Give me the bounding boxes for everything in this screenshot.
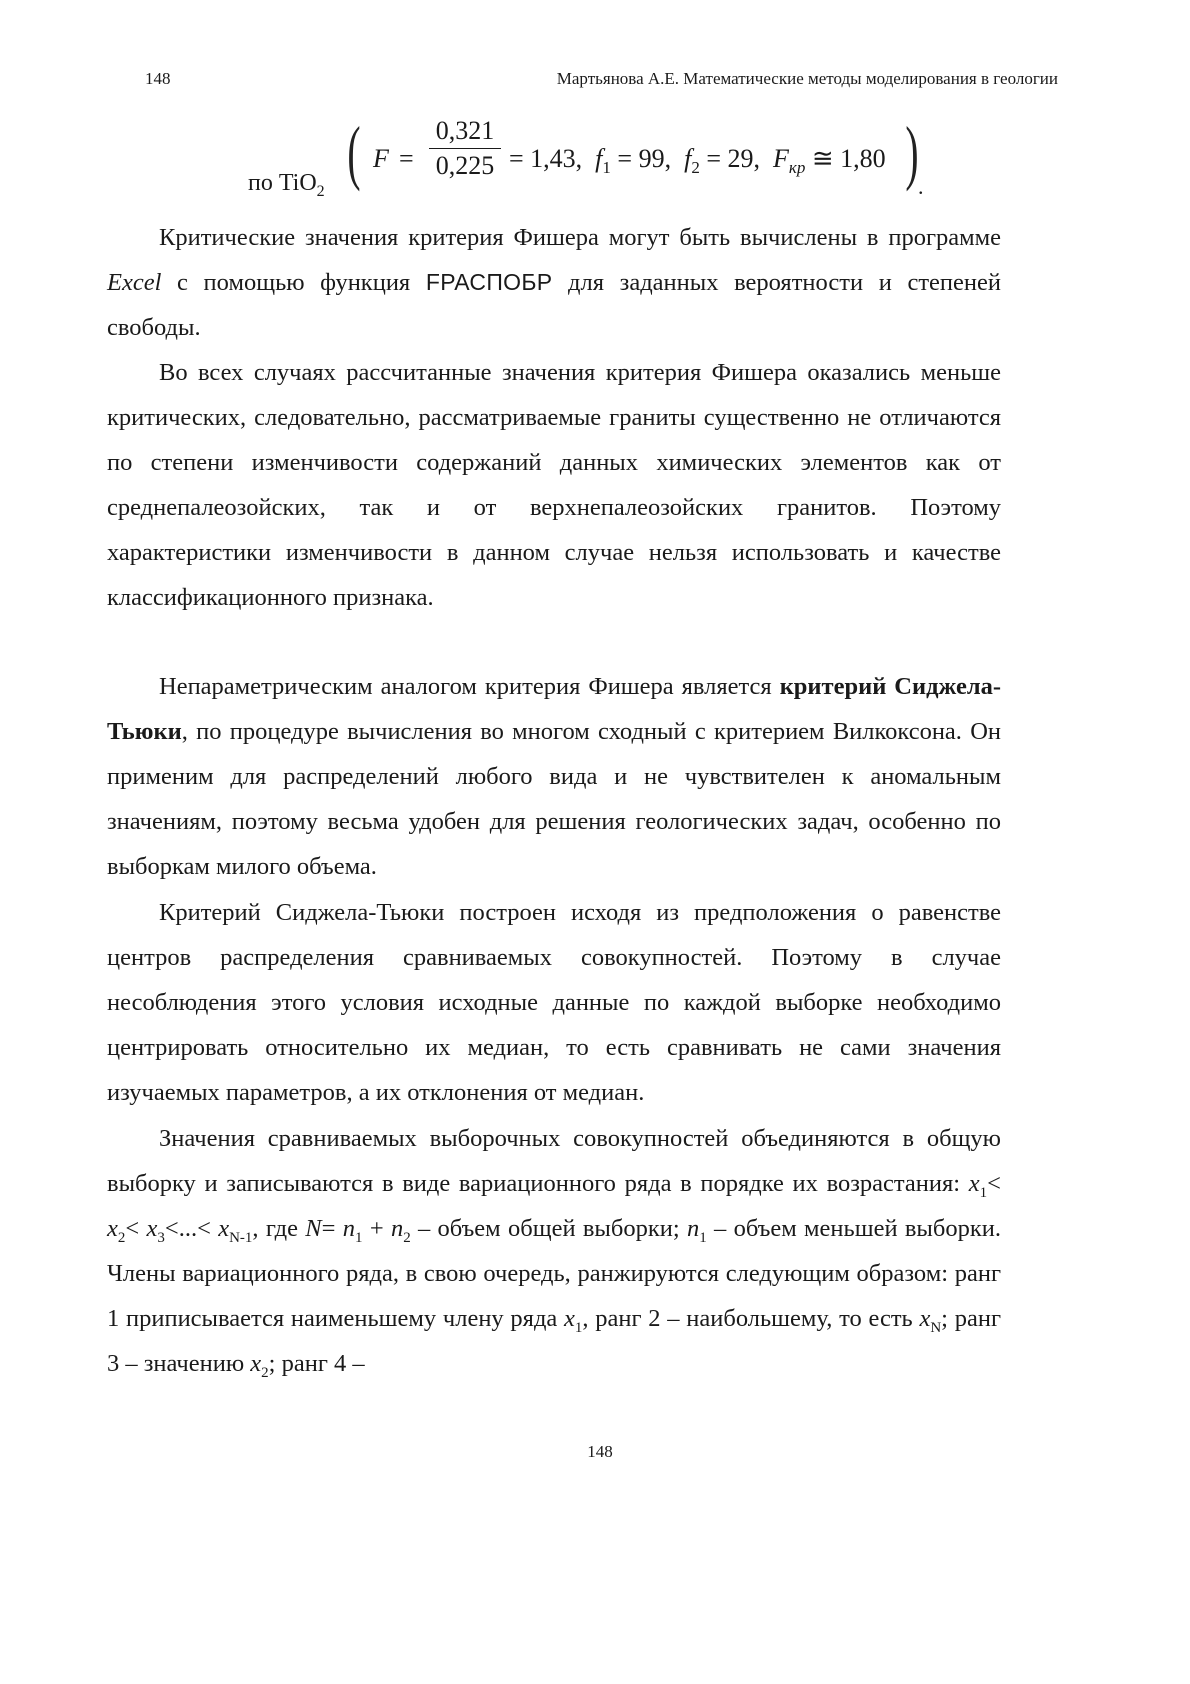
formula-values: = 1,43, $f_1 = 99$, $f_2 = 29$, $F_{кр}$ ≅ 1,80 [509, 144, 886, 178]
formula-label: по TiO$_2$ [248, 170, 325, 200]
running-title: Мартьянова А.Е. Математические методы моделирования в геологии [556, 69, 1058, 88]
paragraph-siegel-tukey-intro: Непараметрическим аналогом критерия Фишера является критерий Сиджела-Тьюки, по процедуре вычисления во многом сходный с критерием Вилкоксона. Он применим для распределений любого вида и не чувствителен к аномальным значениям, поэтому весьма удобен для решения геологических задач, особенно по выборкам милого объема. [107, 673, 1001, 880]
formula-equals: = [399, 144, 414, 173]
paragraph-critical-values: Критические значения критерия Фишера могут быть вычислены в программе Excel с помощью функция FРАСПОБР для заданных вероятности и степеней свободы. [107, 224, 1001, 341]
fisher-formula-tio2 [248, 108, 938, 198]
formula-F: F [373, 144, 389, 173]
paragraph-conclusion: Во всех случаях рассчитанные значения критерия Фишера оказались меньше критических, следовательно, рассматриваемые граниты существенно не отличаются по степени изменчивости содержаний данных химических элементов как от среднепалеозойских, так и от верхнепалеозойских гранитов. Поэтому характеристики изменчивости в данном случае нельзя использовать и качестве классификационного признака. [107, 359, 1001, 611]
fraction-numerator: 0,321 [435, 116, 495, 145]
fraction-bar [429, 148, 501, 149]
footer-page-number: 148 [587, 1442, 613, 1461]
left-paren: ( [347, 112, 361, 192]
right-paren: ) [905, 112, 919, 192]
fraction-denominator: 0,225 [435, 151, 495, 180]
bold-term: критерий Сиджела-Тьюки [107, 673, 1001, 745]
paragraph-centering: Критерий Сиджела-Тьюки построен исходя из предположения о равенстве центров распределения сравниваемых совокупностей. Поэтому в случае несоблюдения этого условия исходные данные по каждой выборке необходимо центрировать относительно их медиан, то есть сравнивать не сами значения изучаемых параметров, а их отклонения от медиан. [107, 899, 1001, 1106]
excel-term: Excel [107, 269, 162, 296]
paragraph-ranking: Значения сравниваемых выборочных совокупностей объединяются в общую выборку и записываются в виде вариационного ряда в порядке их возрастания: $x_1< x_2< x_3<...< x_{N-1}$, где $N= n_1 + n_2$ – объем общей выборки; $n_1$ – объем меньшей выборки. Члены вариационного ряда, в свою очередь, ранжируются следующим образом: ранг 1 приписывается наименьшему члену ряда $x_1$, ранг 2 – наибольшему, то есть $x_N$; ранг 3 – значению $x_2$; ранг 4 – [107, 1125, 1001, 1381]
header-page-number: 148 [145, 69, 171, 88]
formula-fraction [429, 116, 501, 181]
function-name: FРАСПОБР [425, 269, 553, 295]
formula-trailing-dot: . [918, 174, 924, 199]
